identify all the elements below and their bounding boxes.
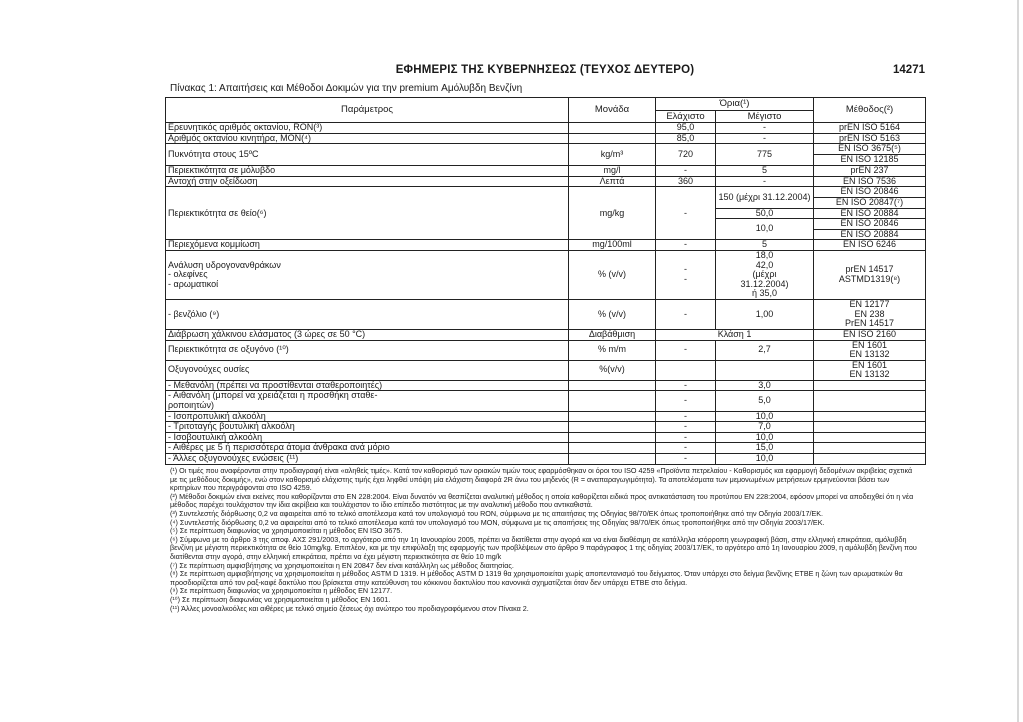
- method-cell: prEN ISO 5164: [814, 123, 926, 134]
- max-cell: 10,0: [716, 411, 814, 422]
- footnote: (¹⁰) Σε περίπτωση διαφωνίας να χρησιμοποιείται η μέθοδος EN 1601.: [170, 594, 391, 604]
- footnote: (⁶) Σύμφωνα με το άρθρο 3 της αποφ. ΑΧΣ 291/2003, το αργότερο από την 1η Ιανουαρίου 2005, πρέπει να διατίθεται στην αγορά και να είναι διαθέσιμη σε κατάλληλα ισόρροπη γεωγραφική βάση, στην ελληνική επικράτεια, αμόλυβδη βενζίνη με μέγιστη περιεκτικότητα σε θείο 10mg/kg. Επιπλέον, και με την επιφύλαξη της εφαρμογής των προβλέψεων στο άρθρο 9 παράγραφος 1 της οδηγίας 2003/17/ΕΚ, το αργότερο από 1η Ιανουαρίου 2009, η αμόλυβδη βενζίνη που διατίθενται στην αγορά, στην ελληνική επικράτεια, πρέπει να έχει μέγιστη περιεκτικότητα σε θείο 10 mg/k: [170, 534, 917, 561]
- table-row: [166, 299, 926, 329]
- table-row: [166, 411, 926, 422]
- footnote: (¹) Οι τιμές που αναφέρονται στην προδιαγραφή είναι «αληθείς τιμές». Κατά τον καθορισμό των οριακών τιμών τους εφαρμόσθηκαν οι όροι του ISO 4259 «Προϊόντα πετρελαίου - Καθορισμός και εφαρμογή δεδομένων ακριβείας σχετικά με τις μεθόδους δοκιμής», ενώ στον καθορισμό ελάχιστης τιμής έχει ληφθεί υπόψη μία ελάχιστη διαφορά 2R άνω του μηδενός (R = αναπαραγωγιμότητα). Τα αποτελέσματα των μεμονωμένων μετρήσεων ερμηνεύονται βάσει των κριτηρίων που περιγράφονται στο ISO 4259.: [170, 466, 913, 493]
- header-methods: Μέθοδος(²): [814, 98, 926, 123]
- unit-cell: % (v/v): [569, 299, 656, 329]
- footnote: (³) Συντελεστής διόρθωσης 0,2 να αφαιρείται από το τελικό αποτέλεσμα κατά τον υπολογισμό του RON, σύμφωνα με τις απαιτήσεις της Οδηγίας 98/70/ΕΚ όπως τροποποιήθηκε από την Οδηγία 2003/17/ΕΚ.: [170, 508, 824, 518]
- max-cell: 10,0: [716, 454, 814, 465]
- min-cell: -: [656, 391, 716, 411]
- footnote: (⁸) Σε περίπτωση αμφισβήτησης να χρησιμοποιείται η μέθοδος ASTM D 1319. Η μέθοδος ASTM D 1319 θα χρησιμοποιείται χωρίς αποπεντανισμό του δείγματος. Όταν υπάρχει στο δείγμα βενζίνης ΕΤΒΕ η ζώνη των αρωματικών θα προσδιορίζεται από τον ραξ-καφέ δακτύλιο που βρίσκεται στην κατεύθυνση του κόκκινου δακτυλίου που κανονικά σχηματίζεται όταν δεν υπάρχει ΕΤΒΕ στο δείγμα.: [170, 569, 903, 587]
- min-cell: -: [656, 240, 716, 251]
- max-cell: -: [716, 176, 814, 187]
- min-cell: -: [656, 340, 716, 360]
- param-cell: Ερευνητικός αριθμός οκτανίου, RON(³): [166, 123, 569, 134]
- unit-cell: [569, 411, 656, 422]
- method-cell: prEN ISO 5163: [814, 133, 926, 144]
- min-cell: 360: [656, 176, 716, 187]
- method-cell: EN 12177 EN 238 PrEN 14517: [814, 299, 926, 329]
- table-row: [166, 144, 926, 155]
- param-cell: Πυκνότητα στους 15ºC: [166, 144, 569, 166]
- table-row: [166, 454, 926, 465]
- max-cell: -: [716, 133, 814, 144]
- min-cell: -: [656, 187, 716, 240]
- param-cell: Περιεκτικότητα σε μόλυβδο: [166, 166, 569, 177]
- max-cell: 775: [716, 144, 814, 166]
- unit-cell: mg/kg: [569, 187, 656, 240]
- min-cell: -: [656, 443, 716, 454]
- max-cell: 15,0: [716, 443, 814, 454]
- unit-cell: [569, 432, 656, 443]
- min-cell: -: [656, 422, 716, 433]
- gazette-title: ΕΦΗΜΕΡΙΣ ΤΗΣ ΚΥΒΕΡΝΗΣΕΩΣ (ΤΕΥΧΟΣ ΔΕΥΤΕΡΟ): [395, 64, 695, 76]
- footnote: (²) Μέθοδοι δοκιμών είναι εκείνες που καθορίζονται στο EN 228:2004. Είναι δυνατόν να θεσπίζεται αναλυτική μέθοδος η οποία καθορίζεται ειδικά προς αντικατάσταση του προτύπου EN 228:2004, εφόσον μπορεί να αποδειχθεί ότι η νέα μέθοδος παρέχει τουλάχιστον την ίδια ακρίβεια και τουλάχιστον το ίδιο επίπεδο πιστότητας με την αναλυτική μέθοδο που αντικαθιστά.: [170, 491, 914, 510]
- method-cell: EN ISO 20884: [814, 229, 926, 240]
- max-cell: 10,0: [716, 432, 814, 443]
- table-row: [166, 391, 926, 411]
- method-cell: [814, 380, 926, 391]
- max-cell: -: [716, 123, 814, 134]
- min-cell: - -: [656, 250, 716, 299]
- max-cell: 2,7: [716, 340, 814, 360]
- unit-cell: [569, 133, 656, 144]
- param-cell: Αριθμός οκτανίου κινητήρα, MON(⁴): [166, 133, 569, 144]
- unit-cell: mg/l: [569, 166, 656, 177]
- param-cell: Περιεκτικότητα σε θείο(⁶): [166, 187, 569, 240]
- param-cell: Ανάλυση υδρογονανθράκων - ολεφίνες - αρωματικοί: [166, 250, 569, 299]
- page-header: [165, 64, 925, 82]
- min-cell: -: [656, 299, 716, 329]
- param-cell: - Αιθέρες με 5 ή περισσότερα άτομα άνθρακα ανά μόριο: [166, 443, 569, 454]
- footnotes: [170, 467, 920, 613]
- max-cell: 50,0: [716, 208, 814, 219]
- method-cell: [814, 454, 926, 465]
- param-cell: Περιεκτικότητα σε οξυγόνο (¹⁰): [166, 340, 569, 360]
- footnote: (⁴) Συντελεστής διόρθωσης 0,2 να αφαιρείται από το τελικό αποτέλεσμα κατά τον υπολογισμό του MON, σύμφωνα με τις απαιτήσεις της Οδηγίας 98/70/ΕΚ όπως τροποποιήθηκε από την Οδηγία 2003/17/ΕΚ.: [170, 517, 825, 527]
- method-cell: EN ISO 7536: [814, 176, 926, 187]
- unit-cell: kg/m³: [569, 144, 656, 166]
- method-cell: [814, 411, 926, 422]
- header-unit: Μονάδα: [569, 98, 656, 123]
- param-cell: Οξυγονούχες ουσίες: [166, 360, 569, 380]
- min-cell: -: [656, 166, 716, 177]
- max-cell: 18,0 42,0 (μέχρι 31.12.2004) ή 35,0: [716, 250, 814, 299]
- max-cell: 5,0: [716, 391, 814, 411]
- method-cell: EN ISO 20846: [814, 219, 926, 230]
- method-cell: [814, 391, 926, 411]
- max-cell: 5: [716, 240, 814, 251]
- unit-cell: [569, 443, 656, 454]
- table-row: [166, 432, 926, 443]
- max-cell: 3,0: [716, 380, 814, 391]
- unit-cell: [569, 391, 656, 411]
- table-row: [166, 380, 926, 391]
- method-cell: EN ISO 20884: [814, 208, 926, 219]
- unit-cell: %(v/v): [569, 360, 656, 380]
- table-row: [166, 250, 926, 299]
- unit-cell: Λεπτά: [569, 176, 656, 187]
- param-cell: - Άλλες οξυγονούχες ενώσεις (¹¹): [166, 454, 569, 465]
- max-cell: 10,0: [716, 219, 814, 240]
- table-row: [166, 176, 926, 187]
- table-row: [166, 422, 926, 433]
- unit-cell: [569, 422, 656, 433]
- method-cell: EN ISO 20847(⁷): [814, 197, 926, 208]
- max-cell: 1,00: [716, 299, 814, 329]
- table-row: [166, 443, 926, 454]
- footnote: (¹¹) Άλλες μονοαλκοόλες και αιθέρες με τελικό σημείο ζέσεως όχι ανώτερο του προδιαγραφόμενου στον Πίνακα 2.: [170, 603, 529, 613]
- header-limits: Όρια(¹): [656, 98, 814, 111]
- param-cell: - Ισοβουτυλική αλκοόλη: [166, 432, 569, 443]
- min-cell: -: [656, 454, 716, 465]
- method-cell: [814, 422, 926, 433]
- param-cell: Περιεχόμενα κομμίωση: [166, 240, 569, 251]
- method-cell: EN ISO 12185: [814, 155, 926, 166]
- max-cell: 150 (μέχρι 31.12.2004): [716, 187, 814, 208]
- method-cell: prEN 14517 ASTMD1319(⁸): [814, 250, 926, 299]
- unit-cell: % (v/v): [569, 250, 656, 299]
- table-row: [166, 187, 926, 198]
- min-cell: -: [656, 432, 716, 443]
- param-cell: - Μεθανόλη (πρέπει να προστίθενται σταθεροποιητές): [166, 380, 569, 391]
- method-cell: EN ISO 6246: [814, 240, 926, 251]
- table-row: [166, 329, 926, 340]
- header-max: Μέγιστο: [716, 111, 814, 123]
- max-cell: 5: [716, 166, 814, 177]
- min-cell: [656, 360, 716, 380]
- page-number: 14271: [893, 64, 925, 76]
- table-row: [166, 166, 926, 177]
- unit-cell: [569, 123, 656, 134]
- unit-cell: % m/m: [569, 340, 656, 360]
- header-parameter: Παράμετρος: [166, 98, 569, 123]
- method-cell: EN ISO 20846: [814, 187, 926, 198]
- table-row: [166, 133, 926, 144]
- requirements-table: [165, 97, 926, 465]
- param-cell: - βενζόλιο (⁹): [166, 299, 569, 329]
- unit-cell: Διαβάθμιση: [569, 329, 656, 340]
- param-cell: - Αιθανόλη (μπορεί να χρειάζεται η προσθήκη σταθε- ροποιητών): [166, 391, 569, 411]
- method-cell: [814, 443, 926, 454]
- min-cell: -: [656, 380, 716, 391]
- min-cell: 95,0: [656, 123, 716, 134]
- method-cell: prEN 237: [814, 166, 926, 177]
- unit-cell: [569, 380, 656, 391]
- unit-cell: [569, 454, 656, 465]
- method-cell: EN ISO 3675(⁵): [814, 144, 926, 155]
- method-cell: [814, 432, 926, 443]
- method-cell: EN ISO 2160: [814, 329, 926, 340]
- param-cell: - Τριτοταγής βουτυλική αλκοόλη: [166, 422, 569, 433]
- table-row: [166, 123, 926, 134]
- min-cell: -: [656, 411, 716, 422]
- param-cell: Διάβρωση χάλκινου ελάσματος (3 ώρες σε 50 °C): [166, 329, 569, 340]
- limit-cell: Κλάση 1: [656, 329, 814, 340]
- header-min: Ελάχιστο: [656, 111, 716, 123]
- method-cell: EN 1601 EN 13132: [814, 340, 926, 360]
- table-row: [166, 360, 926, 380]
- table-row: [166, 240, 926, 251]
- param-cell: Αντοχή στην οξείδωση: [166, 176, 569, 187]
- footnote: (⁹) Σε περίπτωση διαφωνίας να χρησιμοποιείται η μέθοδος EN 12177.: [170, 586, 393, 596]
- min-cell: 720: [656, 144, 716, 166]
- max-cell: 7,0: [716, 422, 814, 433]
- unit-cell: mg/100ml: [569, 240, 656, 251]
- table-caption: Πίνακας 1: Απαιτήσεις και Μέθοδοι Δοκιμών για την premium Αμόλυβδη Βενζίνη: [170, 83, 523, 94]
- table-row: [166, 340, 926, 360]
- method-cell: EN 1601 EN 13132: [814, 360, 926, 380]
- min-cell: 85,0: [656, 133, 716, 144]
- footnote: (⁵) Σε περίπτωση διαφωνίας να χρησιμοποιείται η μέθοδος EN ISO 3675.: [170, 526, 403, 536]
- param-cell: - Ισοπροπυλική αλκοόλη: [166, 411, 569, 422]
- max-cell: [716, 360, 814, 380]
- footnote: (⁷) Σε περίπτωση αμφισβήτησης να χρησιμοποιείται η EN 20847 δεν είναι κατάλληλη ως μέθοδος διαιτησίας.: [170, 560, 514, 570]
- scan-edge: [1017, 0, 1019, 722]
